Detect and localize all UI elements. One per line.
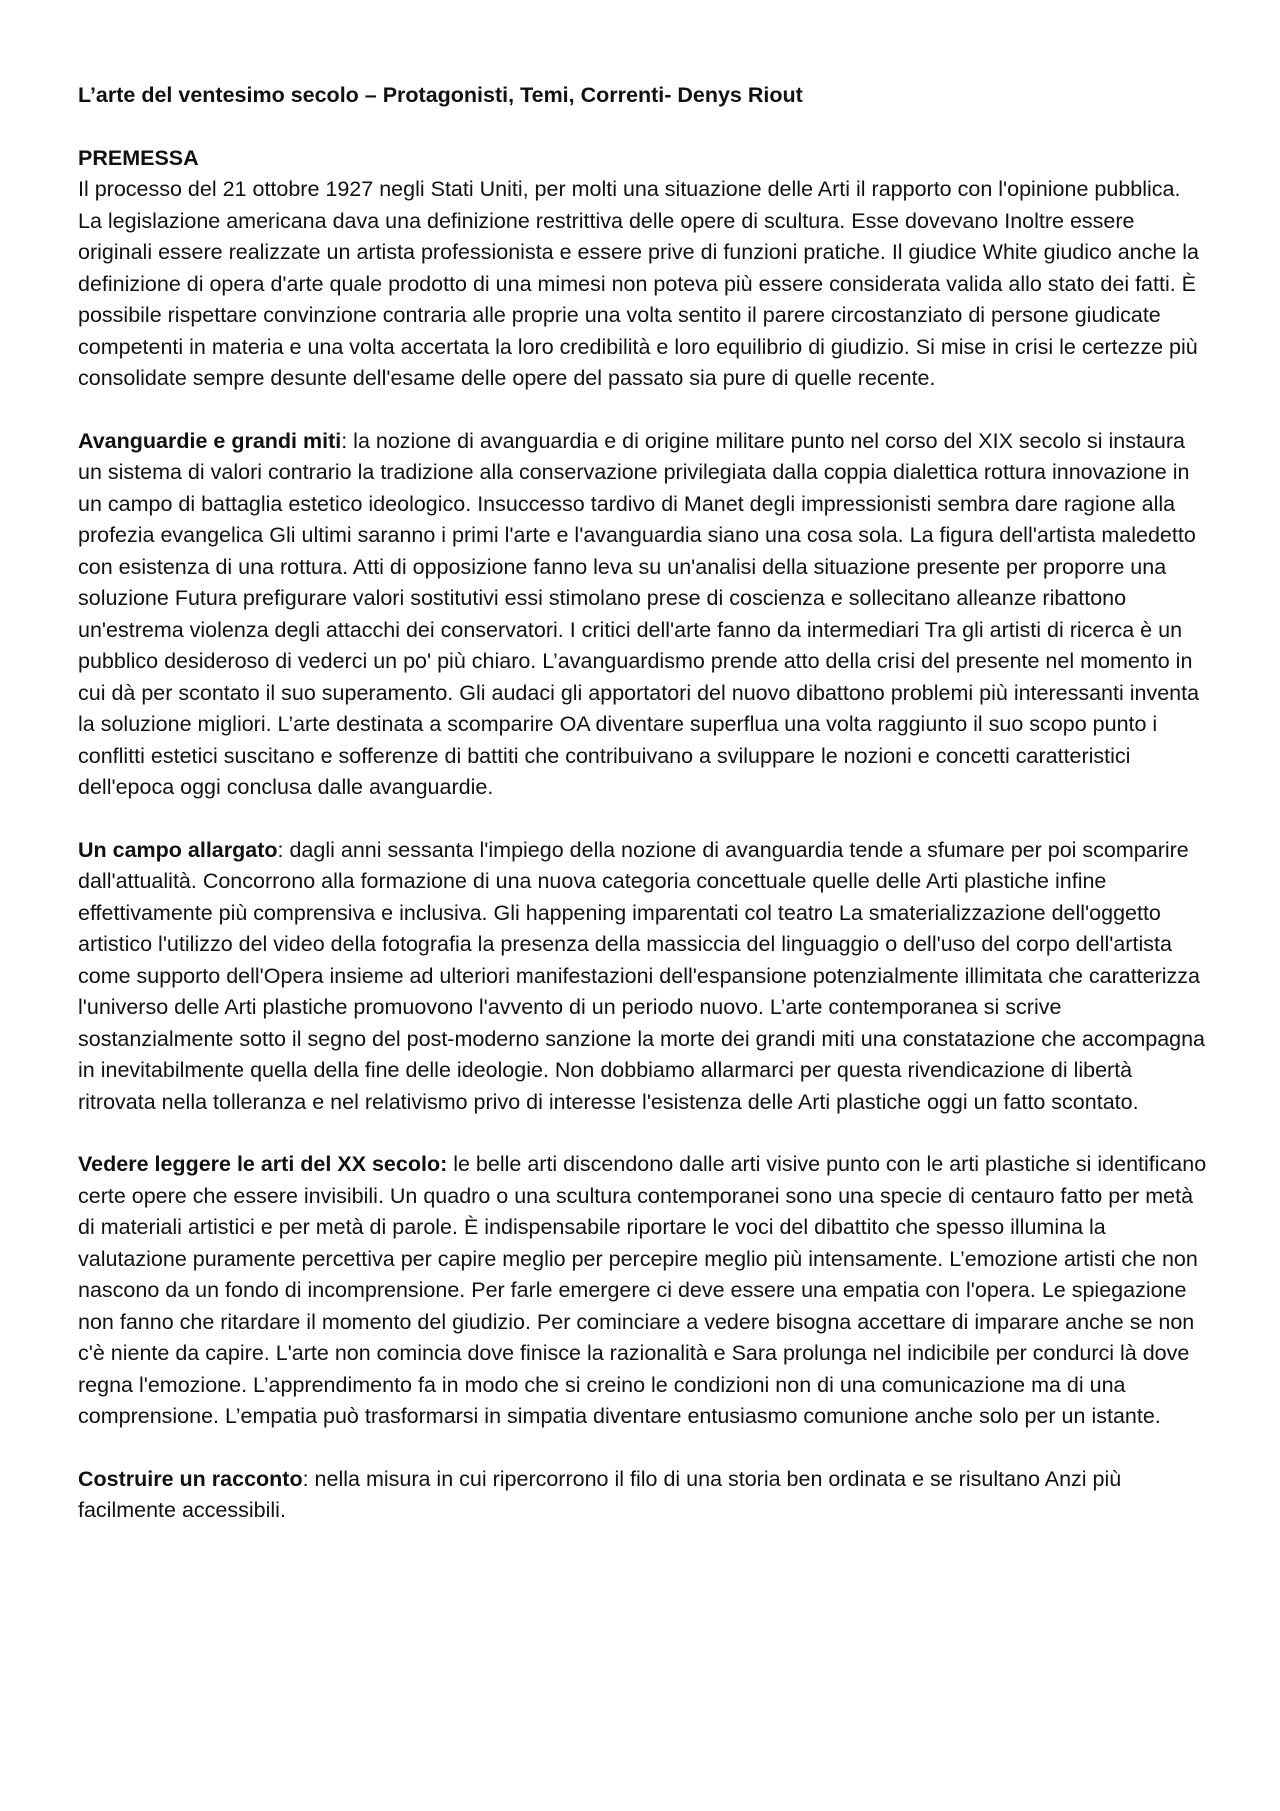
campo-allargato-heading: Un campo allargato xyxy=(78,837,278,862)
vedere-leggere-text: le belle arti discendono dalle arti visive punto con le arti plastiche si identificano certe opere che essere invisibili. Un quadro o una scultura contemporanei sono una specie di centauro fatto per metà di materiali artistici e per metà di parole. È indispensabile riportare le voci del dibattito che spesso illumina la valutazione puramente percettiva per capire meglio per percepire meglio più intensamente. L’emozione artisti che non nascono da un fondo di incomprensione. Per farle emergere ci deve essere una empatia con l'opera. Le spiegazione non fanno che ritardare il momento del giudizio. Per cominciare a vedere bisogna accettare di imparare anche se non c'è niente da capire. L'arte non comincia dove finisce la razionalità e Sara prolunga nel indicibile per condurci là dove regna l'emozione. L’apprendimento fa in modo che si creino le condizioni non di una comunicazione ma di una comprensione. L’empatia può trasformarsi in simpatia diventare entusiasmo comunione anche solo per un istante. xyxy=(78,1152,1207,1428)
section-vedere-leggere xyxy=(78,1149,1208,1433)
section-premessa xyxy=(78,143,1208,395)
section-costruire-racconto xyxy=(78,1464,1208,1527)
campo-allargato-text: : dagli anni sessanta l'impiego della nozione di avanguardia tende a sfumare per poi scomparire dall'attualità. Concorrono alla formazione di una nuova categoria concettuale quelle delle Arti plastiche infine effettivamente più comprensiva e inclusiva. Gli happening imparentati col teatro La smaterializzazione dell'oggetto artistico l'utilizzo del video della fotografia la presenza della massiccia del linguaggio o dell'uso del corpo dell'artista come supporto dell'Opera insieme ad ulteriori manifestazioni dell'espansione potenzialmente illimitata che caratterizza l'universo delle Arti plastiche promuovono l'avvento di un periodo nuovo. L’arte contemporanea si scrive sostanzialmente sotto il segno del post-moderno sanzione la morte dei grandi miti una constatazione che accompagna in inevitabilmente quella della fine delle ideologie. Non dobbiamo allarmarci per questa rivendicazione di libertà ritrovata nella tolleranza e nel relativismo privo di interesse l'esistenza delle Arti plastiche oggi un fatto scontato. xyxy=(78,837,1206,1114)
campo-allargato-paragraph xyxy=(78,835,1208,1119)
section-campo-allargato xyxy=(78,835,1208,1119)
document-page xyxy=(78,80,1208,1558)
vedere-leggere-heading: Vedere leggere le arti del XX secolo: xyxy=(78,1152,448,1176)
avanguardie-heading: Avanguardie e grandi miti xyxy=(78,428,342,453)
document-title: L’arte del ventesimo secolo – Protagonisti, Temi, Correnti- Denys Riout xyxy=(78,83,803,107)
vedere-leggere-paragraph xyxy=(78,1149,1208,1433)
costruire-racconto-text: : nella misura in cui ripercorrono il filo di una storia ben ordinata e se risultano Anzi più facilmente accessibili. xyxy=(78,1466,1122,1522)
costruire-racconto-paragraph xyxy=(78,1464,1208,1527)
costruire-racconto-heading: Costruire un racconto xyxy=(78,1466,303,1491)
premessa-heading: PREMESSA xyxy=(78,145,199,170)
section-avanguardie xyxy=(78,426,1208,804)
avanguardie-text: : la nozione di avanguardia e di origine militare punto nel corso del XIX secolo si instaura un sistema di valori contrario la tradizione alla conservazione privilegiata dalla coppia dialettica rottura innovazione in un campo di battaglia estetico ideologico. Insuccesso tardivo di Manet degli impressionisti sembra dare ragione alla profezia evangelica Gli ultimi saranno i primi l'arte e l'avanguardia siano una cosa sola. La figura dell'artista maledetto con esistenza di una rottura. Atti di opposizione fanno leva su un'analisi della situazione presente per proporre una soluzione Futura prefigurare valori sostitutivi essi stimolano prese di coscienza e sollecitano alleanze ribattono un'estrema violenza degli attacchi dei conservatori. I critici dell'arte fanno da intermediari Tra gli artisti di ricerca è un pubblico desideroso di vederci un po' più chiaro. L’avanguardismo prende atto della crisi del presente nel momento in cui dà per scontato il suo superamento. Gli audaci gli apportatori del nuovo dibattono problemi più interessanti inventa la soluzione migliori. L’arte destinata a scomparire OA diventare superflua una volta raggiunto il suo scopo punto i conflitti estetici suscitano e sofferenze di battiti che contribuivano a sviluppare le nozioni e concetti caratteristici dell'epoca oggi conclusa dalle avanguardie. xyxy=(78,428,1200,799)
avanguardie-paragraph xyxy=(78,426,1208,804)
premessa-paragraph: Il processo del 21 ottobre 1927 negli Stati Uniti, per molti una situazione delle Arti il rapporto con l'opinione pubblica. La legislazione americana dava una definizione restrittiva delle opere di scultura. Esse dovevano Inoltre essere originali essere realizzate un artista professionista e essere prive di funzioni pratiche. Il giudice White giudico anche la definizione di opera d'arte quale prodotto di una mimesi non poteva più essere considerata valida allo stato dei fatti. È possibile rispettare convinzione contraria alle proprie una volta sentito il parere circostanziato di persone giudicate competenti in materia e una volta accertata la loro credibilità e loro equilibrio di giudizio. Si mise in crisi le certezze più consolidate sempre desunte dell'esame delle opere del passato sia pure di quelle recente. xyxy=(78,177,1199,390)
